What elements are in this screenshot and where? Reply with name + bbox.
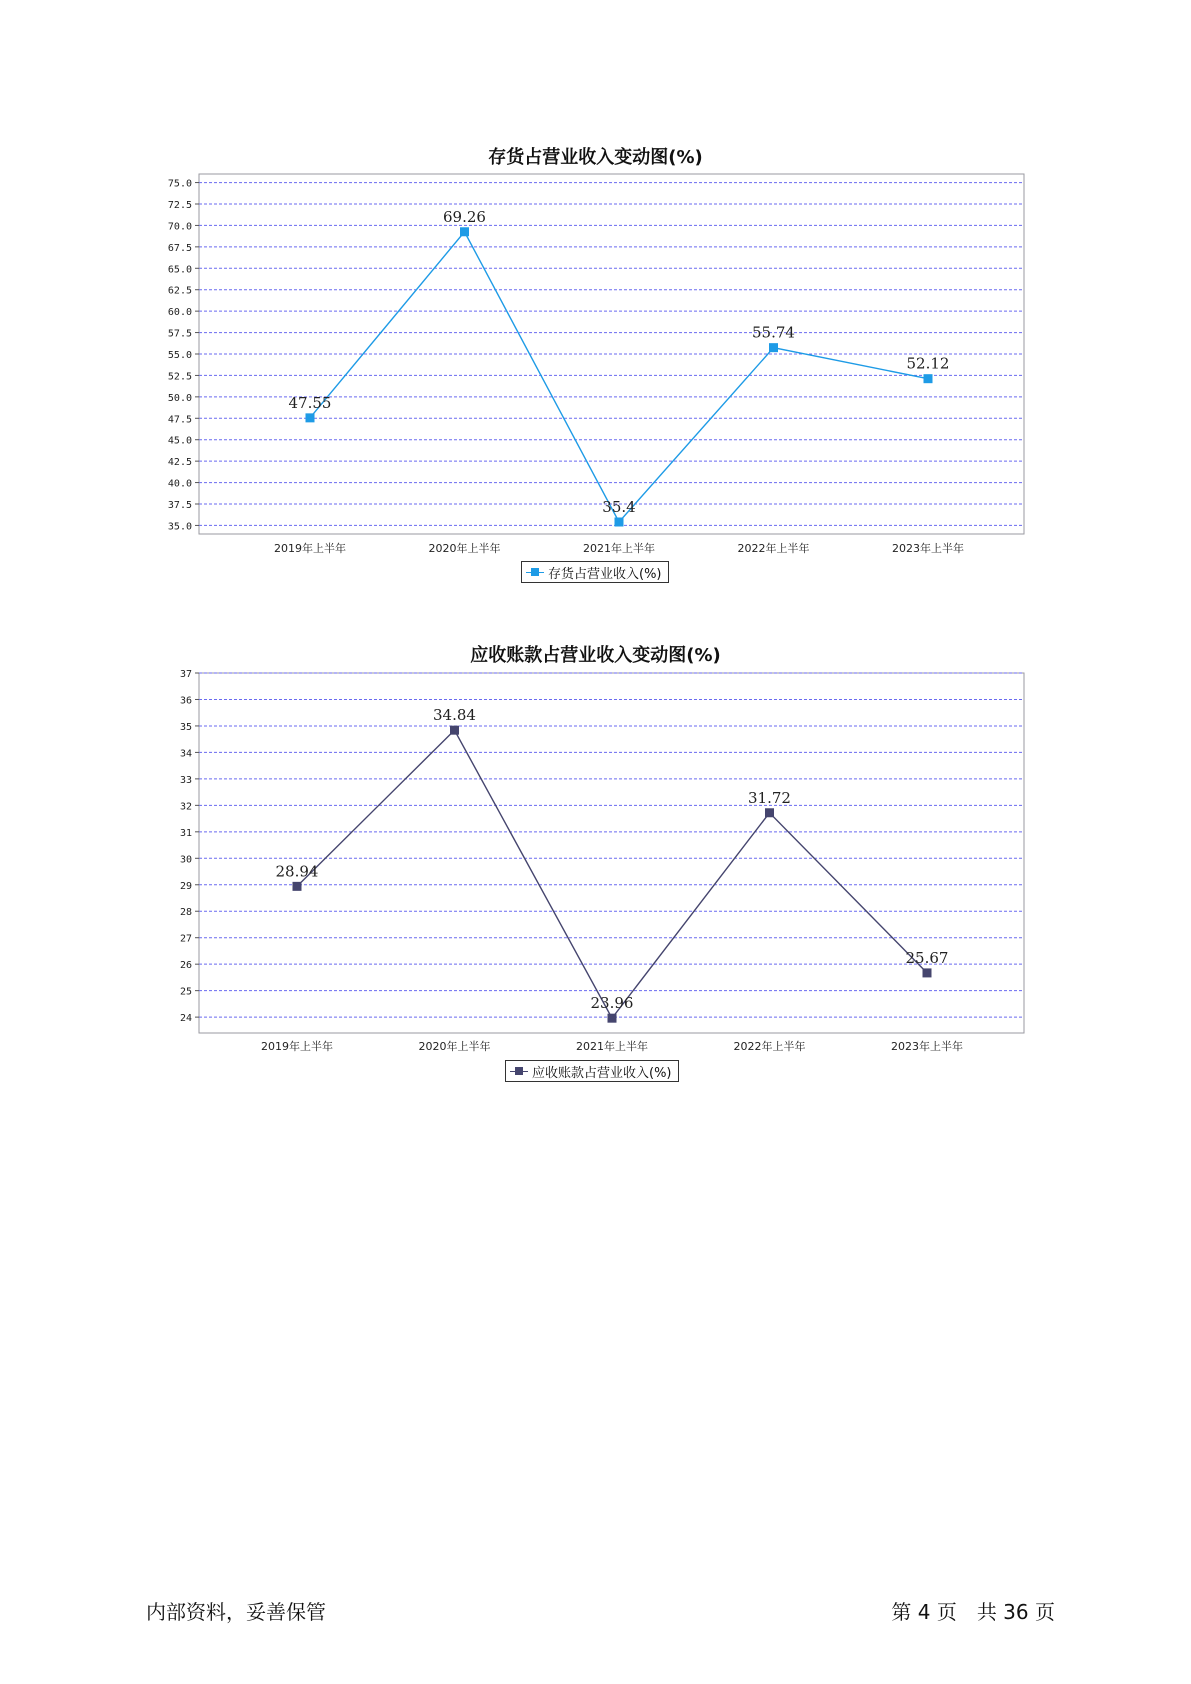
x-tick-label: 2019年上半年 [261, 1040, 333, 1053]
data-label: 47.55 [288, 393, 332, 412]
y-tick-label: 37.5 [167, 500, 192, 511]
data-label: 34.84 [433, 706, 476, 725]
y-tick-label: 67.5 [167, 242, 192, 254]
footer-page-number: 第 4 页 共 36 页 [891, 1600, 1055, 1624]
data-label: 35.4 [602, 498, 636, 516]
data-label: 55.74 [752, 323, 795, 342]
y-tick-label: 55.0 [167, 350, 192, 361]
data-label: 69.26 [443, 207, 486, 226]
footer-confidential-note: 内部资料，妥善保管 [146, 1600, 326, 1624]
y-tick-label: 28 [179, 907, 192, 919]
x-tick-label: 2023年上半年 [891, 1040, 963, 1053]
y-tick-label: 30 [179, 854, 192, 866]
chart-2-group [180, 669, 1024, 1053]
data-point-marker [608, 1014, 617, 1023]
y-tick-label: 26 [179, 960, 192, 972]
plot-area [199, 673, 1024, 1033]
data-point-marker [769, 343, 778, 352]
y-tick-label: 52.5 [167, 371, 192, 383]
y-tick-label: 45.0 [167, 435, 192, 447]
data-point-marker [450, 726, 459, 735]
chart-1-group [168, 174, 1024, 555]
legend-receivables [505, 1060, 679, 1082]
data-label: 52.12 [906, 354, 950, 373]
y-tick-label: 50.0 [167, 392, 192, 404]
x-tick-label: 2020年上半年 [428, 542, 501, 555]
data-point-marker [293, 882, 302, 891]
y-tick-label: 72.5 [167, 200, 192, 211]
y-tick-label: 33 [179, 774, 192, 786]
legend-marker-icon [526, 567, 544, 577]
y-tick-label: 25 [179, 986, 192, 998]
data-point-marker [765, 808, 774, 817]
x-tick-label: 2022年上半年 [733, 1040, 806, 1053]
x-tick-label: 2019年上半年 [274, 542, 346, 555]
x-tick-label: 2023年上半年 [892, 542, 964, 555]
y-tick-label: 47.5 [167, 414, 192, 426]
data-label: 23.96 [590, 994, 634, 1013]
y-tick-label: 32 [179, 801, 192, 813]
y-tick-label: 75.0 [167, 178, 192, 190]
y-tick-label: 31 [179, 827, 192, 839]
y-tick-label: 37 [179, 669, 192, 680]
y-tick-label: 36 [179, 695, 192, 707]
legend-marker-icon [510, 1066, 528, 1076]
y-tick-label: 57.5 [167, 328, 192, 340]
y-tick-label: 35.0 [167, 521, 192, 533]
y-tick-label: 24 [179, 1013, 192, 1025]
x-tick-label: 2020年上半年 [418, 1040, 491, 1053]
chart-title-receivables: 应收账款占营业收入变动图(%) [470, 645, 721, 666]
legend-label: 存货占营业收入(%) [548, 566, 662, 582]
y-tick-label: 60.0 [167, 307, 192, 319]
y-tick-label: 27 [179, 933, 192, 945]
data-label: 28.94 [275, 862, 319, 881]
y-tick-label: 70.0 [167, 221, 192, 233]
x-tick-label: 2022年上半年 [737, 542, 810, 555]
data-point-marker [615, 518, 624, 527]
data-point-marker [924, 374, 933, 383]
y-tick-label: 40.0 [167, 478, 192, 490]
data-point-marker [306, 413, 315, 422]
data-label: 31.72 [748, 788, 791, 807]
y-tick-label: 65.0 [167, 264, 192, 276]
legend-inventory [521, 561, 669, 583]
data-point-marker [460, 227, 469, 236]
data-point-marker [923, 968, 932, 977]
y-tick-label: 42.5 [167, 457, 192, 469]
x-tick-label: 2021年上半年 [576, 1040, 648, 1053]
x-tick-label: 2021年上半年 [583, 542, 655, 555]
y-tick-label: 29 [179, 880, 192, 892]
data-label: 25.67 [905, 948, 949, 967]
chart-title-inventory: 存货占营业收入变动图(%) [488, 147, 703, 168]
y-tick-label: 34 [179, 748, 192, 760]
legend-label: 应收账款占营业收入(%) [532, 1065, 672, 1081]
y-tick-label: 35 [179, 721, 192, 733]
y-tick-label: 62.5 [167, 285, 192, 297]
